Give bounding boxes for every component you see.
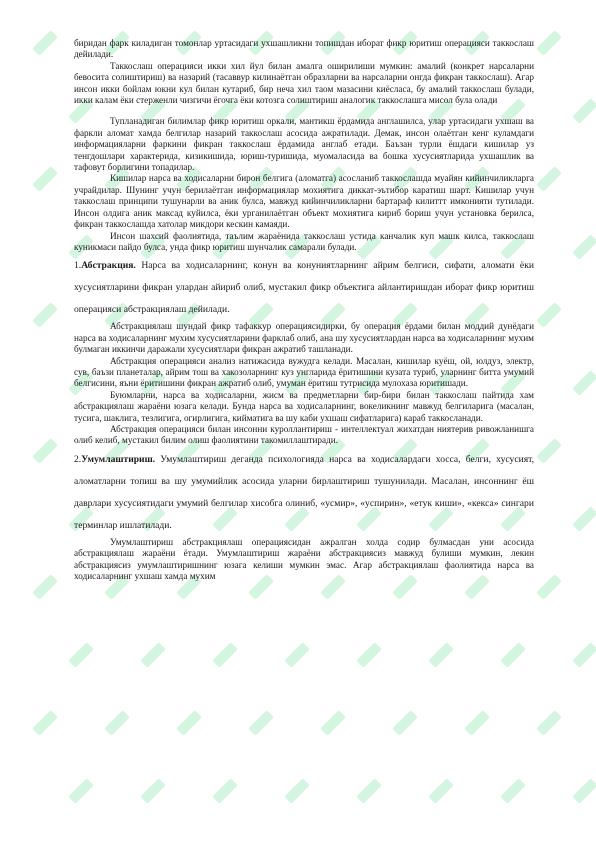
watermark-mark xyxy=(464,710,489,735)
section-number: 2. xyxy=(74,453,82,465)
paragraph-knowledge-comparison: Тупланадиган билимлар фикр юритиш оркали, мантикш ёрдамида англашилса, улар уртасидаги ухшаш ва фаркли аломат хамда белгилар назарий таккослаш асосида ажратилади. Демак, инсон олаётган кенг куламдаги информацияларни фаркини фикран таккослаш ёрдамида англаб етади. Баъзан турли ёшдаги кишилар уз тенгдошлари характерида, кизикишида, юриш-туришида, муомаласида ва бошка хусусиятларида ухшашлик ва тафовут борлигини топадилар. xyxy=(74,116,534,173)
watermark-mark xyxy=(32,30,57,55)
watermark-mark xyxy=(104,710,129,735)
watermark-mark xyxy=(572,642,596,667)
watermark-mark xyxy=(176,710,201,735)
watermark-mark xyxy=(32,438,57,463)
paragraph-generalization-abstraction: Умумлаштириш абстракциялаш операциясидан ажралган холда содир булмасдан уни асосида абстракциялаш жараёни ётади. Умумлаштириш жараёни абстракциясиз мавжуд булиши мумкин, лекин абстракциясиз умумлаштиришнинг юзага келиши мумкин эмас. Агар абстракциялаш фаолиятида нарса ва ходисаларнинг ухшаш хамда мухим xyxy=(74,536,534,581)
watermark-mark xyxy=(536,710,561,735)
paragraph-abstraction-analysis: Абстракция операцияси анализ натижасида вужудга келади. Масалан, кишилар куёш, ой, юлдуз, электр, сув, баъзи планеталар, айрим тош ва хакозоларнинг куз унгларида ёритишини кузата туриб, уларнинг битта умумий белгисини, яъни ёритишини фикран ажратиб олиб, умуман ёритиш тутрисида мулохаза юритишади. xyxy=(74,355,534,389)
paragraph-comparison-definition: биридан фарк киладиган томонлар уртасидаги ухшашликни топишдан иборат фикр юритиш операцияси таккослаш дейилади. xyxy=(74,38,534,60)
section-text: Умумлаштириш деганда психологияда нарса ва ходисалардаги хосса, белги, хусусият, аломатларни топиш ва шу умумийлик асосида уларни бирлаштириш тушунилади. Масалан, инсоннинг ёш даврлари хусусиятидаги умумий белгилар хисобга олиниб, «усмир», «успирин», «етук киши», «кекса» сингари терминлар ишлатилади. xyxy=(74,453,534,531)
watermark-mark xyxy=(68,642,93,667)
watermark-mark xyxy=(428,642,453,667)
watermark-mark xyxy=(500,778,525,803)
watermark-mark xyxy=(572,98,596,123)
watermark-mark xyxy=(572,778,596,803)
watermark-mark xyxy=(392,710,417,735)
document-page xyxy=(74,38,534,582)
watermark-mark xyxy=(32,302,57,327)
watermark-mark xyxy=(500,642,525,667)
paragraph-abstraction-operation: Абстракциялаш шундай фикр тафаккур операциясидирки, бу операция ёрдами билан моддий дунёдаги нарса ва ходисаларнинг мухим хусусиятларини фарклаб олиб, ана шу хусусиятлардан нарса ва ходисаларнинг мухим булмаган иккинчи даражали хусусиятлари фикран ажратиб ташланади. xyxy=(74,321,534,355)
watermark-mark xyxy=(284,778,309,803)
section-abstraction xyxy=(74,255,534,321)
watermark-mark xyxy=(536,574,561,599)
watermark-mark xyxy=(320,710,345,735)
section-number: 1. xyxy=(74,260,82,272)
watermark-mark xyxy=(212,642,237,667)
section-title: Умумлаштириш. xyxy=(81,453,156,465)
watermark-mark xyxy=(32,710,57,735)
paragraph-abstraction-development: Абстракция операцияси билан инсонни куроллантириш - интеллектуал жихатдан ниятерив ривожланишга олиб келиб, мустакил билим олиш фаолиятини такомиллаштиради. xyxy=(74,423,534,446)
paragraph-comparison-types: Таккослаш операцияси икки хил йул билан амалга оширилиши мумкин: амалий (конкрет нарсаларни бевосита солиштириш) ва назарий (тасаввур килинаётган образларни ва нарсаларни онгда фикран таккослаш). Агар инсон икки бойлам юкни кул билан кутариб, бир неча хил таом мазасини киёсласа, бу амалий таккослаш булади, икки калам ёки стерженли чизгичи ёгочга ёки котозга солиштириш аналогик таккослашга мисол була олади xyxy=(74,60,534,106)
section-text: Нарса ва ходисаларнинг, конун ва конуниятларнинг айрим белгиси, сифати, аломати ёки хусусиятларини фикран улардан айириб олиб, мустакил фикр объектига айлантиришдан иборат фикр юритиш операцияси абстракциялаш дейилади. xyxy=(74,260,534,316)
watermark-mark xyxy=(68,778,93,803)
paragraph-difficulties: Кишилар нарса ва ходисаларни бирон белгига (аломатга) асосланиб таккослашда муайян кийинчиликларга учрайдилар. Шунинг учун берилаётган информациялар мохиятига диккат-эътибор каратиш шарт. Кишилар учун таккослаш принципи тушунарли ва аник булса, мавжуд кийинчиликларни бартараф килиттт имконияти тутилади. Инсон олдига аник максад куйилса, ёки урганилаётган объект мохиятига кириб бориш учун установка берилса, фикран таккослашда хатолар микдори кескин камаяди. xyxy=(74,173,534,230)
watermark-mark xyxy=(32,574,57,599)
watermark-pattern xyxy=(0,0,1,1)
watermark-mark xyxy=(32,166,57,191)
watermark-mark xyxy=(284,642,309,667)
section-generalization xyxy=(74,449,534,537)
watermark-mark xyxy=(536,302,561,327)
watermark-mark xyxy=(572,370,596,395)
paragraph-spacer xyxy=(74,106,534,116)
watermark-mark xyxy=(140,642,165,667)
section-title: Абстракция. xyxy=(81,260,136,272)
watermark-mark xyxy=(248,710,273,735)
watermark-mark xyxy=(212,778,237,803)
paragraph-practice: Инсон шахсий фаолиятида, таълим жараёнида таккослаш устида канчалик куп машк килса, таккослаш куникмаси пайдо булса, унда фикр юритиш шунчалик самарали булади. xyxy=(74,230,534,252)
watermark-mark xyxy=(572,234,596,259)
paragraph-abstraction-comparison: Буюмларни, нарса ва ходисаларни, жисм ва предметларни бир-бири билан таккослаш пайтида хам абстракциялаш жараёни юзага келади. Бунда нарса ва ходисаларнинг, вокеликнинг мавжуд белгиларига (масалан, тусига, шаклига, тезлигига, огирлигига, кийматига ва шу каби ухшаш сифатларига) караб таккосланади. xyxy=(74,389,534,423)
watermark-mark xyxy=(140,778,165,803)
watermark-mark xyxy=(536,166,561,191)
watermark-mark xyxy=(572,506,596,531)
watermark-mark xyxy=(536,30,561,55)
watermark-mark xyxy=(428,778,453,803)
watermark-mark xyxy=(356,778,381,803)
watermark-mark xyxy=(536,438,561,463)
watermark-mark xyxy=(356,642,381,667)
